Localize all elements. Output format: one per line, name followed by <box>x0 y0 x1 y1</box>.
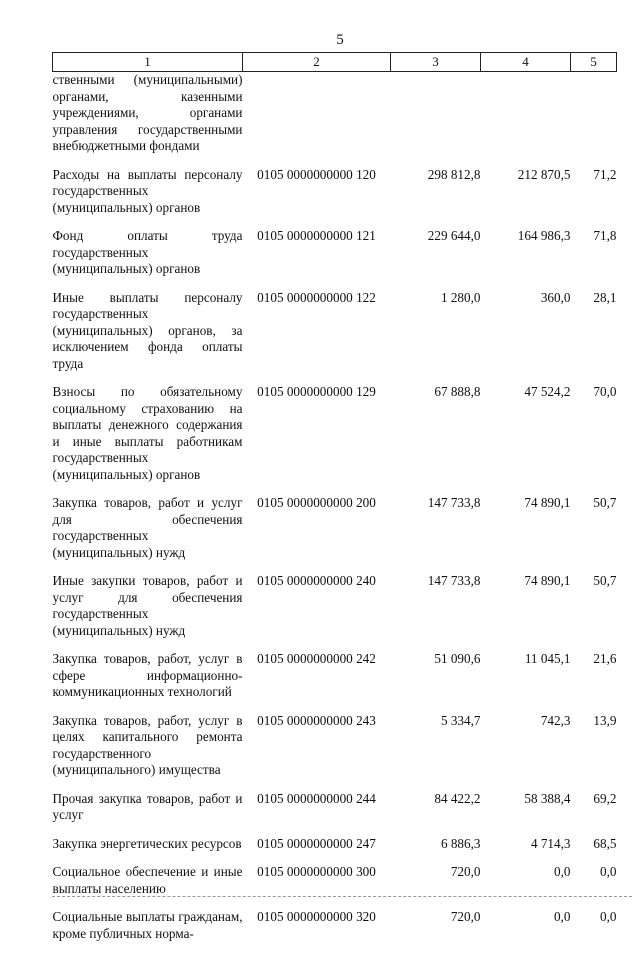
row-description-text: Закупка энергетических ресурсов <box>53 836 243 853</box>
row-percent-col5 <box>571 909 617 954</box>
row-value-col4 <box>481 713 571 791</box>
row-description-text: Иные закупки товаров, работ и услуг для обеспечения государственных (муниципальных) нужд <box>53 573 243 639</box>
row-value-col4-text: 212 870,5 <box>518 167 571 182</box>
column-header-2: 2 <box>243 53 391 72</box>
table-row <box>53 791 617 836</box>
row-description <box>53 228 243 290</box>
row-budget-code <box>243 495 391 573</box>
row-description-text: Закупка товаров, работ и услуг для обеспечения государственных (муниципальных) нужд <box>53 495 243 561</box>
row-budget-code-text: 0105 0000000000 129 <box>257 384 376 399</box>
table-row <box>53 864 617 909</box>
row-budget-code-text: 0105 0000000000 244 <box>257 791 376 806</box>
row-budget-code <box>243 290 391 385</box>
row-value-col4-text: 360,0 <box>541 290 571 305</box>
row-description <box>53 72 243 167</box>
row-budget-code <box>243 864 391 909</box>
table-row <box>53 72 617 167</box>
row-description <box>53 836 243 865</box>
table-row <box>53 836 617 865</box>
row-value-col3-text: 6 886,3 <box>441 836 481 851</box>
row-value-col4-text: 11 045,1 <box>525 651 571 666</box>
row-value-col4-text: 4 714,3 <box>531 836 571 851</box>
budget-table <box>52 52 617 954</box>
row-value-col3-text: 147 733,8 <box>428 573 481 588</box>
row-budget-code-text: 0105 0000000000 122 <box>257 290 376 305</box>
row-percent-col5 <box>571 228 617 290</box>
row-value-col4 <box>481 651 571 713</box>
row-value-col3-text: 1 280,0 <box>441 290 481 305</box>
row-value-col4-text: 47 524,2 <box>524 384 570 399</box>
row-value-col4 <box>481 167 571 229</box>
row-value-col3 <box>391 290 481 385</box>
page-bottom-divider <box>52 896 632 897</box>
row-value-col3-text: 147 733,8 <box>428 495 481 510</box>
row-value-col4-text: 0,0 <box>554 864 570 879</box>
row-value-col4 <box>481 495 571 573</box>
row-value-col3 <box>391 495 481 573</box>
row-value-col3-text: 720,0 <box>451 864 481 879</box>
row-percent-col5-text: 50,7 <box>593 495 616 510</box>
row-percent-col5 <box>571 495 617 573</box>
row-description <box>53 713 243 791</box>
row-percent-col5-text: 71,2 <box>593 167 616 182</box>
row-value-col3-text: 720,0 <box>451 909 481 924</box>
row-value-col4-text: 58 388,4 <box>524 791 570 806</box>
row-percent-col5-text: 28,1 <box>593 290 616 305</box>
row-percent-col5 <box>571 651 617 713</box>
table-row <box>53 228 617 290</box>
row-description <box>53 573 243 651</box>
table-row <box>53 909 617 954</box>
row-budget-code-text: 0105 0000000000 120 <box>257 167 376 182</box>
row-percent-col5 <box>571 713 617 791</box>
row-percent-col5 <box>571 167 617 229</box>
row-budget-code-text: 0105 0000000000 240 <box>257 573 376 588</box>
row-value-col4-text: 74 890,1 <box>524 495 570 510</box>
row-percent-col5-text: 69,2 <box>593 791 616 806</box>
row-description-text: Взносы по обязательному социальному страхованию на выплаты денежного содержания и иные выплаты работникам государственных (муниципальных) органов <box>53 384 243 483</box>
table-body <box>53 72 617 954</box>
row-description-text: Социальные выплаты гражданам, кроме публичных норма- <box>53 909 243 942</box>
row-budget-code <box>243 651 391 713</box>
row-percent-col5-text: 50,7 <box>593 573 616 588</box>
row-budget-code <box>243 791 391 836</box>
row-description <box>53 167 243 229</box>
row-budget-code-text: 0105 0000000000 320 <box>257 909 376 924</box>
row-budget-code-text: 0105 0000000000 200 <box>257 495 376 510</box>
row-value-col3 <box>391 167 481 229</box>
row-value-col4 <box>481 791 571 836</box>
row-description-text: ственными (муниципальными) органами, казенными учреждениями, органами управления государственными внебюджетными фондами <box>53 72 243 155</box>
row-description-text: Иные выплаты персоналу государственных (муниципальных) органов, за исключением фонда оплаты труда <box>53 290 243 373</box>
row-value-col3-text: 51 090,6 <box>434 651 480 666</box>
row-description-text: Фонд оплаты труда государственных (муниципальных) органов <box>53 228 243 278</box>
table-row <box>53 651 617 713</box>
row-description-text: Закупка товаров, работ, услуг в целях капитального ремонта государственного (муниципального) имущества <box>53 713 243 779</box>
row-percent-col5-text: 71,8 <box>593 228 616 243</box>
row-value-col3-text: 67 888,8 <box>434 384 480 399</box>
row-value-col3-text: 229 644,0 <box>428 228 481 243</box>
row-value-col3 <box>391 651 481 713</box>
column-header-3: 3 <box>391 53 481 72</box>
row-value-col3-text: 5 334,7 <box>441 713 481 728</box>
row-value-col3 <box>391 573 481 651</box>
row-value-col3 <box>391 791 481 836</box>
row-percent-col5 <box>571 290 617 385</box>
row-budget-code <box>243 909 391 954</box>
row-percent-col5-text: 13,9 <box>593 713 616 728</box>
row-percent-col5-text: 0,0 <box>600 864 616 879</box>
row-value-col3 <box>391 384 481 495</box>
row-budget-code-text: 0105 0000000000 121 <box>257 228 376 243</box>
row-budget-code <box>243 72 391 167</box>
column-header-4: 4 <box>481 53 571 72</box>
row-value-col3-text: 298 812,8 <box>428 167 481 182</box>
row-value-col3 <box>391 864 481 909</box>
row-value-col3 <box>391 713 481 791</box>
row-description <box>53 791 243 836</box>
row-percent-col5 <box>571 384 617 495</box>
row-percent-col5-text: 21,6 <box>593 651 616 666</box>
page-number: 5 <box>0 32 640 49</box>
row-percent-col5 <box>571 72 617 167</box>
row-description <box>53 651 243 713</box>
row-percent-col5 <box>571 573 617 651</box>
row-budget-code <box>243 836 391 865</box>
table-header-row <box>53 53 617 72</box>
row-budget-code <box>243 384 391 495</box>
row-description <box>53 290 243 385</box>
row-value-col4 <box>481 72 571 167</box>
row-percent-col5-text: 70,0 <box>593 384 616 399</box>
row-budget-code <box>243 573 391 651</box>
row-value-col4 <box>481 909 571 954</box>
table-row <box>53 573 617 651</box>
table-row <box>53 384 617 495</box>
row-budget-code-text: 0105 0000000000 242 <box>257 651 376 666</box>
row-budget-code <box>243 713 391 791</box>
row-value-col4 <box>481 384 571 495</box>
row-description-text: Закупка товаров, работ, услуг в сфере информационно-коммуникационных технологий <box>53 651 243 701</box>
row-description <box>53 495 243 573</box>
row-description <box>53 909 243 954</box>
row-value-col4-text: 74 890,1 <box>524 573 570 588</box>
row-budget-code-text: 0105 0000000000 300 <box>257 864 376 879</box>
row-value-col3 <box>391 228 481 290</box>
row-budget-code <box>243 167 391 229</box>
row-percent-col5 <box>571 864 617 909</box>
row-percent-col5-text: 0,0 <box>600 909 616 924</box>
row-value-col3-text: 84 422,2 <box>434 791 480 806</box>
row-description-text: Прочая закупка товаров, работ и услуг <box>53 791 243 824</box>
row-description <box>53 384 243 495</box>
row-value-col4 <box>481 228 571 290</box>
table-row <box>53 713 617 791</box>
column-header-1: 1 <box>53 53 243 72</box>
row-budget-code-text: 0105 0000000000 247 <box>257 836 376 851</box>
row-value-col4 <box>481 836 571 865</box>
row-value-col4-text: 0,0 <box>554 909 570 924</box>
row-value-col3 <box>391 836 481 865</box>
row-percent-col5 <box>571 836 617 865</box>
row-percent-col5-text: 68,5 <box>593 836 616 851</box>
table-row <box>53 290 617 385</box>
row-description-text: Социальное обеспечение и иные выплаты населению <box>53 864 243 897</box>
table-row <box>53 495 617 573</box>
row-value-col4 <box>481 573 571 651</box>
row-description <box>53 864 243 909</box>
row-value-col4 <box>481 864 571 909</box>
row-value-col3 <box>391 72 481 167</box>
row-value-col3 <box>391 909 481 954</box>
row-value-col4 <box>481 290 571 385</box>
row-budget-code <box>243 228 391 290</box>
row-description-text: Расходы на выплаты персоналу государственных (муниципальных) органов <box>53 167 243 217</box>
row-budget-code-text: 0105 0000000000 243 <box>257 713 376 728</box>
row-value-col4-text: 742,3 <box>541 713 571 728</box>
table-row <box>53 167 617 229</box>
row-value-col4-text: 164 986,3 <box>518 228 571 243</box>
row-percent-col5 <box>571 791 617 836</box>
column-header-5: 5 <box>571 53 617 72</box>
